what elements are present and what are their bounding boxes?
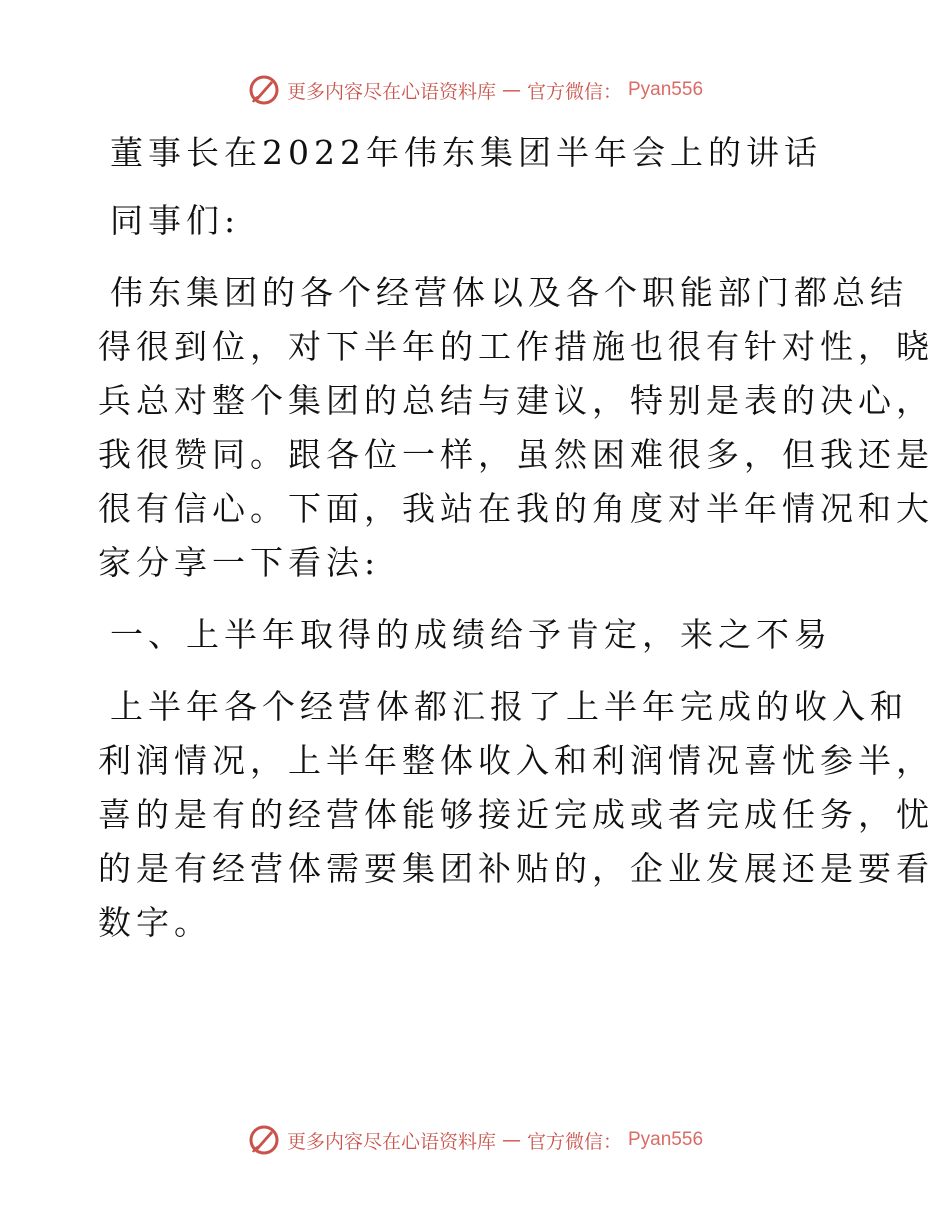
paragraph-line: 兵总对整个集团的总结与建议，特别是表的决心， bbox=[98, 381, 934, 420]
paragraph-line: 上半年各个经营体都汇报了上半年完成的收入和 bbox=[110, 687, 908, 726]
paragraph-line: 很有信心。下面，我站在我的角度对半年情况和大 bbox=[98, 489, 934, 528]
section-heading: 一、上半年取得的成绩给予肯定，来之不易 bbox=[110, 615, 832, 654]
watermark-dash: — bbox=[501, 79, 521, 101]
paragraph-line: 的是有经营体需要集团补贴的，企业发展还是要看 bbox=[98, 849, 934, 888]
paragraph-line: 数字。 bbox=[98, 903, 212, 942]
paragraph-line: 伟东集团的各个经营体以及各个职能部门都总结 bbox=[110, 273, 908, 312]
watermark-wechat-id: Pyan556 bbox=[628, 1129, 704, 1150]
footer-watermark bbox=[0, 1120, 950, 1160]
watermark-brand-text: 更多内容尽在心语资料库 bbox=[286, 1130, 496, 1153]
watermark-wechat-id: Pyan556 bbox=[628, 79, 704, 100]
header-watermark bbox=[0, 70, 950, 110]
paragraph-line: 喜的是有的经营体能够接近完成或者完成任务，忧 bbox=[98, 795, 934, 834]
document-title: 董事长在2022年伟东集团半年会上的讲话 bbox=[110, 133, 822, 172]
feather-pen-logo-icon bbox=[247, 1123, 281, 1157]
watermark-dash: — bbox=[501, 1129, 521, 1151]
watermark-brand-text: 更多内容尽在心语资料库 bbox=[286, 80, 496, 103]
salutation: 同事们: bbox=[110, 201, 241, 240]
paragraph-line: 家分享一下看法: bbox=[98, 543, 381, 582]
paragraph-line: 得很到位，对下半年的工作措施也很有针对性，晓 bbox=[98, 327, 934, 366]
watermark-tag: 官方微信： bbox=[526, 1130, 622, 1153]
paragraph-line: 我很赞同。跟各位一样，虽然困难很多，但我还是 bbox=[98, 435, 934, 474]
paragraph-2 bbox=[98, 680, 934, 950]
watermark-tag: 官方微信： bbox=[526, 80, 622, 103]
paragraph-1 bbox=[98, 266, 934, 590]
document-body bbox=[98, 120, 934, 950]
feather-pen-logo-icon bbox=[247, 73, 281, 107]
paragraph-line: 利润情况，上半年整体收入和利润情况喜忧参半， bbox=[98, 741, 934, 780]
